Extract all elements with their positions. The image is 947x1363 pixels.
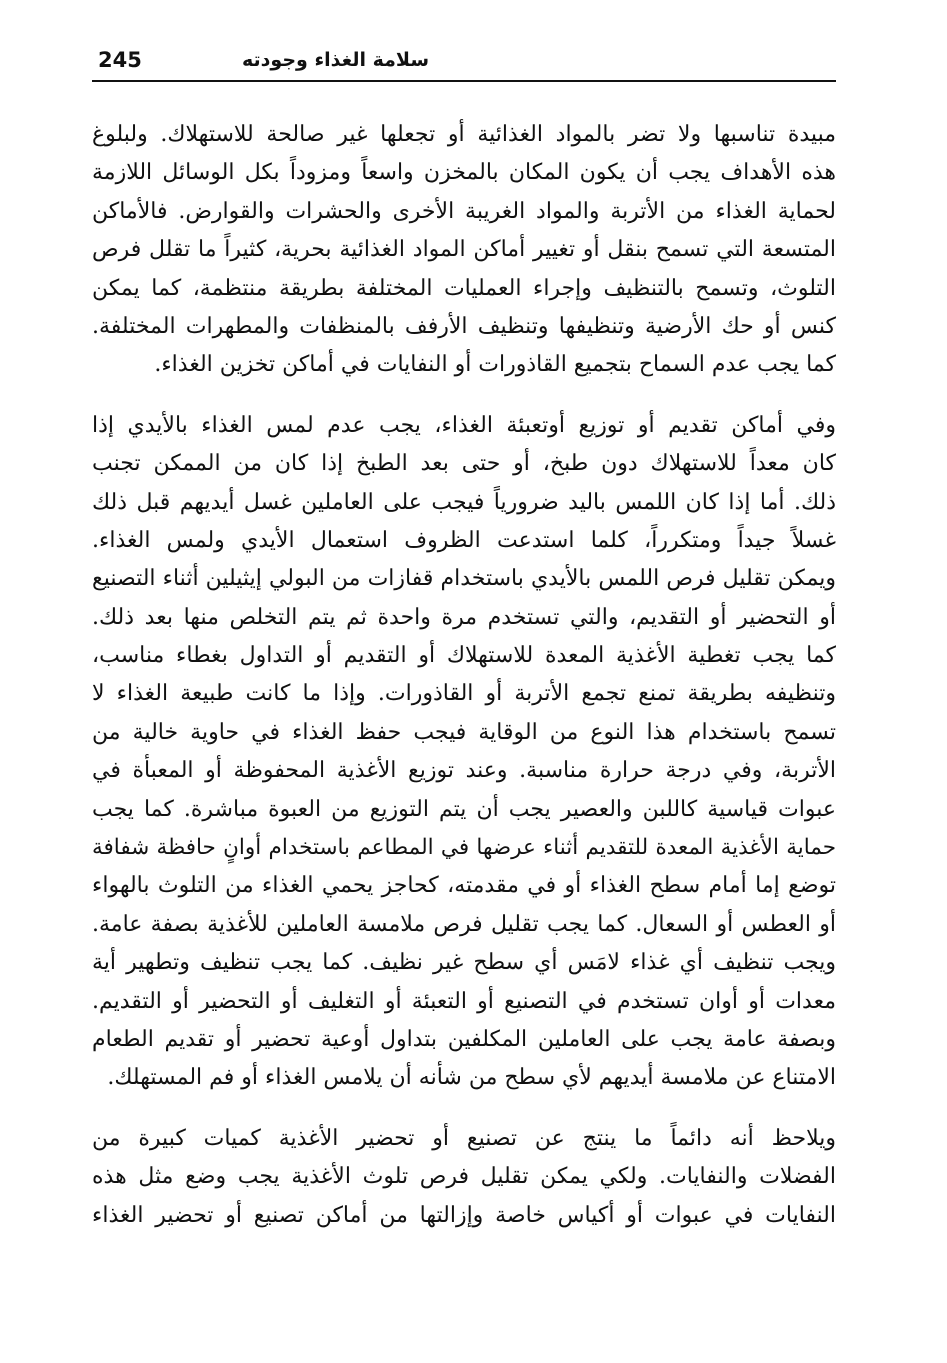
text-line: الفضلات والنفايات. ولكي يمكن تقليل فرص تلوث الأغذية يجب وضع مثل هذه <box>92 1164 836 1190</box>
text-line: وتنظيفه بطريقة تمنع تجمع الأتربة أو القاذورات. وإذا ما كانت طبيعة الغذاء لا <box>92 681 836 707</box>
running-title: سلامة الغذاء وجودته <box>242 49 430 71</box>
page-number: 245 <box>98 48 142 72</box>
text-line: حماية الأغذية المعدة للتقديم أثناء عرضها في المطاعم باستخدام أوانٍ حافظة شفافة <box>92 835 836 861</box>
page-header <box>92 40 836 82</box>
text-line: غسلاً جيداً ومتكرراً، كلما استدعت الظروف استعمال الأيدي ولمس الغذاء. <box>92 527 836 553</box>
text-line: أو العطس أو السعال. كما يجب تقليل فرص ملامسة العاملين للأغذية بصفة عامة. <box>92 911 836 937</box>
text-line: وفي أماكن تقديم أو توزيع أوتعبئة الغذاء، يجب عدم لمس الغذاء بالأيدي إذا <box>92 412 836 438</box>
text-line: المتسعة التي تسمح بنقل أو تغيير أماكن المواد الغذائية بحرية، كثيراً ما تقلل فرص <box>92 237 836 263</box>
text-line: ويلاحظ أنه دائماً ما ينتج عن تصنيع أو تحضير الأغذية كميات كبيرة من <box>92 1125 836 1151</box>
text-line: كما يجب عدم السماح بتجميع القاذورات أو النفايات في أماكن تخزين الغذاء. <box>154 352 836 378</box>
text-line: ويمكن تقليل فرص اللمس بالأيدي باستخدام قفازات من البولي إيثيلين أثناء التصنيع <box>92 566 836 592</box>
text-line: النفايات في عبوات أو أكياس خاصة وإزالتها من أماكن تصنيع أو تحضير الغذاء <box>92 1202 836 1228</box>
text-line: هذه الأهداف يجب أن يكون المكان بالمخزن واسعاً ومزوداً بكل الوسائل اللازمة <box>92 160 836 186</box>
text-line: لحماية الغذاء من الأتربة والمواد الغريبة الأخرى والحشرات والقوارض. فالأماكن <box>92 198 836 224</box>
text-line: عبوات قياسية كاللبن والعصير يجب أن يتم التوزيع من العبوة مباشرة. كما يجب <box>92 796 836 822</box>
paragraph-2 <box>92 407 836 1098</box>
text-line: تسمح باستخدام هذا النوع من الوقاية فيجب حفظ الغذاء في حاوية خالية من <box>92 719 836 745</box>
text-line: توضع إما أمام سطح الغذاء أو في مقدمته، كحاجز يحمي الغذاء من التلوث بالهواء <box>92 873 836 899</box>
text-line: الأتربة، وفي درجة حرارة مناسبة. وعند توزيع الأغذية المحفوظة أو المعبأة في <box>92 758 836 784</box>
text-line: كان معداً للاستهلاك دون طبخ، أو حتى بعد الطبخ إذا كان من الممكن تجنب <box>92 451 836 477</box>
text-line: وبصفة عامة يجب على العاملين المكلفين بتداول أوعية تحضير أو تقديم الطعام <box>92 1026 836 1052</box>
text-line: ذلك. أما إذا كان اللمس باليد ضرورياً فيجب على العاملين غسل أيديهم قبل ذلك <box>92 489 836 515</box>
text-line: كنس أو حك الأرضية وتنظيفها وتنظيف الأرفف بالمنظفات والمطهرات المختلفة. <box>92 313 836 339</box>
text-line: الامتناع عن ملامسة أيديهم لأي سطح من شأنه أن يلامس الغذاء أو فم المستهلك. <box>107 1065 836 1091</box>
paragraph-3 <box>92 1120 836 1235</box>
text-line: مبيدة تناسبها ولا تضر بالمواد الغذائية أو تجعلها غير صالحة للاستهلاك. ولبلوغ <box>92 122 836 147</box>
text-line: ويجب تنظيف أي غذاء لامَس أي سطح غير نظيف. كما يجب تنظيف وتطهير أية <box>92 950 836 976</box>
text-line: أو التحضير أو التقديم، والتي تستخدم مرة واحدة ثم يتم التخلص منها بعد ذلك. <box>92 604 836 630</box>
text-line: معدات أو أوان تستخدم في التصنيع أو التعبئة أو التغليف أو التحضير أو التقديم. <box>92 988 836 1014</box>
body-text <box>92 116 836 1235</box>
paragraph-1 <box>92 116 836 385</box>
text-line: كما يجب تغطية الأغذية المعدة للاستهلاك أو التقديم أو التداول بغطاء مناسب، <box>92 643 836 669</box>
text-line: التلوث، وتسمح بالتنظيف وإجراء العمليات المختلفة بطريقة منتظمة، كما يمكن <box>92 275 836 301</box>
